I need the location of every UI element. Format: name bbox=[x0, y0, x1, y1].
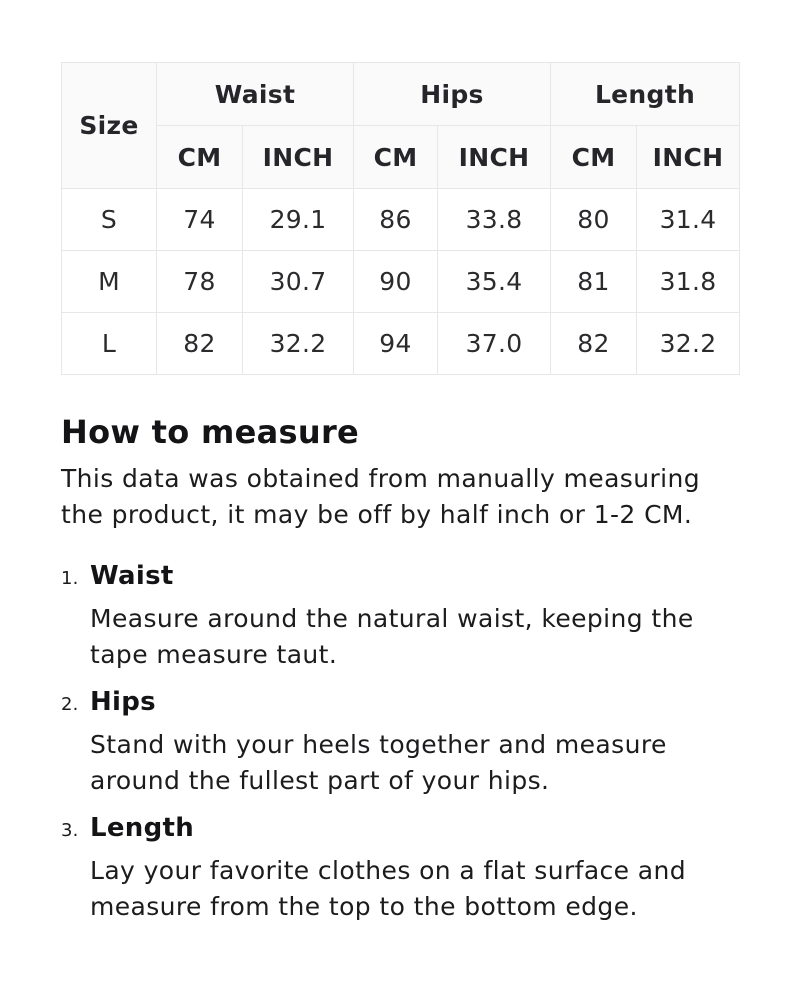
intro-text: This data was obtained from manually measuring the product, it may be off by half inch or 1-2 CM. bbox=[61, 464, 701, 529]
value-cell: 31.4 bbox=[637, 189, 740, 251]
value-cell: 32.2 bbox=[637, 313, 740, 375]
step-number: 3. bbox=[61, 820, 79, 841]
step-title-waist: Waist bbox=[90, 561, 174, 591]
size-cell: S bbox=[62, 189, 157, 251]
value-cell: 74 bbox=[157, 189, 243, 251]
value-cell: 32.2 bbox=[243, 313, 354, 375]
step-number: 2. bbox=[61, 694, 79, 715]
unit-header-length-inch: INCH bbox=[637, 126, 740, 189]
value-cell: 29.1 bbox=[243, 189, 354, 251]
measure-steps-list bbox=[61, 559, 739, 925]
step-description-waist: Measure around the natural waist, keeping the tape measure taut. bbox=[90, 604, 694, 669]
size-chart-table bbox=[61, 62, 740, 375]
unit-header-waist-inch: INCH bbox=[243, 126, 354, 189]
unit-header-waist-cm: CM bbox=[157, 126, 243, 189]
value-cell: 82 bbox=[157, 313, 243, 375]
value-cell: 78 bbox=[157, 251, 243, 313]
header-row-units bbox=[62, 126, 740, 189]
col-header-size: Size bbox=[62, 63, 157, 189]
table-row-size-l bbox=[62, 313, 740, 375]
value-cell: 86 bbox=[354, 189, 438, 251]
col-header-hips: Hips bbox=[354, 63, 551, 126]
step-body bbox=[90, 811, 739, 925]
value-cell: 37.0 bbox=[438, 313, 551, 375]
value-cell: 94 bbox=[354, 313, 438, 375]
list-item-waist bbox=[61, 559, 739, 673]
step-description-length: Lay your favorite clothes on a flat surface and measure from the top to the bottom edge. bbox=[90, 856, 687, 921]
step-body bbox=[90, 559, 739, 673]
value-cell: 35.4 bbox=[438, 251, 551, 313]
value-cell: 30.7 bbox=[243, 251, 354, 313]
table-row-size-s bbox=[62, 189, 740, 251]
step-description-hips: Stand with your heels together and measure around the fullest part of your hips. bbox=[90, 730, 667, 795]
value-cell: 81 bbox=[551, 251, 637, 313]
unit-header-hips-cm: CM bbox=[354, 126, 438, 189]
col-header-waist: Waist bbox=[157, 63, 354, 126]
step-body bbox=[90, 685, 739, 799]
header-row-groups bbox=[62, 63, 740, 126]
step-title-hips: Hips bbox=[90, 687, 156, 717]
list-item-hips bbox=[61, 685, 739, 799]
table-row-size-m bbox=[62, 251, 740, 313]
size-chart-body bbox=[62, 189, 740, 375]
section-title: How to measure bbox=[61, 413, 360, 451]
size-cell: L bbox=[62, 313, 157, 375]
value-cell: 82 bbox=[551, 313, 637, 375]
value-cell: 80 bbox=[551, 189, 637, 251]
value-cell: 90 bbox=[354, 251, 438, 313]
step-title-length: Length bbox=[90, 813, 195, 843]
step-number: 1. bbox=[61, 568, 79, 589]
size-cell: M bbox=[62, 251, 157, 313]
list-item-length bbox=[61, 811, 739, 925]
value-cell: 33.8 bbox=[438, 189, 551, 251]
value-cell: 31.8 bbox=[637, 251, 740, 313]
size-chart-header bbox=[62, 63, 740, 189]
unit-header-length-cm: CM bbox=[551, 126, 637, 189]
unit-header-hips-inch: INCH bbox=[438, 126, 551, 189]
col-header-length: Length bbox=[551, 63, 740, 126]
